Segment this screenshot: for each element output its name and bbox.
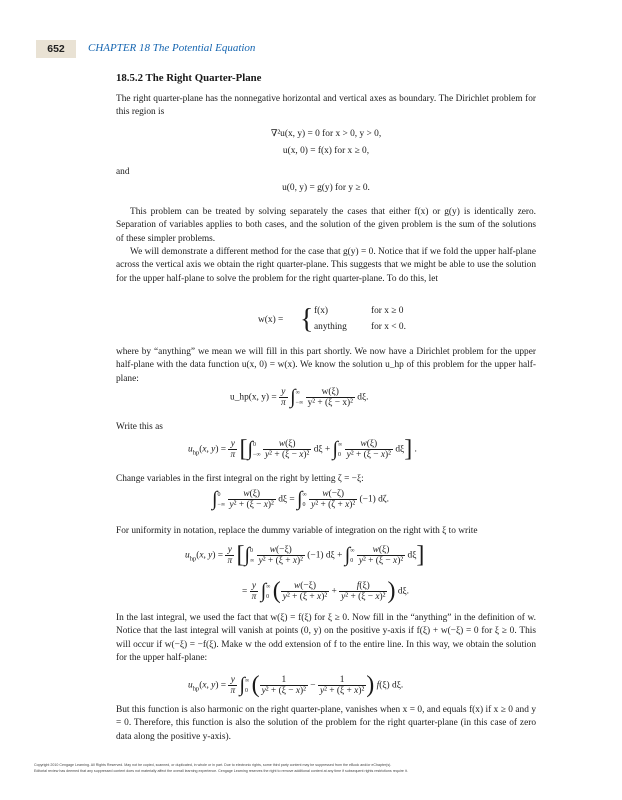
- paragraph-conclusion: But this function is also harmonic on the right quarter-plane, vanishes when x = 0, and equals f(x) if x ≥ 0 and y = 0. Therefore, this function is also the solution of the problem for the right quarter-plane (in this case of zero data along the positive y-axis).: [116, 705, 536, 742]
- paragraph-anything: where by “anything” we mean we will fill in this part shortly. We now have a Dirichlet problem for the upper half-plane with the data function u(x, 0) = w(x). We know the solution u_hp of this problem for the upper half-plane:: [116, 347, 536, 384]
- page-number: 652: [36, 40, 76, 58]
- equation-laplace: ∇²u(x, y) = 0 for x > 0, y > 0,: [270, 129, 382, 139]
- equation-final-solution: $u_{hp}(x$, y) = $\frac{y}{\pi}$ ∫∞ 0 ( $\frac{1}{\text{y² + (ξ − x)²}}$ − $\frac{1}{\text{y² + (ξ + x)²}}$ ) f(ξ) dξ.: [188, 672, 404, 698]
- equation-uniform-1: $u_{hp}(x$, y) = $\frac{y}{\pi}$ [∫0 ∞ $\frac{w(-\xi)}{\text{y² + (ξ + x)²}}$ (−1) dξ + ∫∞ 0 $\frac{w(\xi)}{\text{y² + (ξ − x)²}}$ dξ]: [185, 542, 425, 568]
- equation-boundary-y: u(0, y) = g(y) for y ≥ 0.: [282, 183, 370, 193]
- paragraph-uniformity: For uniformity in notation, replace the dummy variable of integration on the right with ξ to write: [116, 526, 478, 536]
- paragraph-method: We will demonstrate a different method for the case that g(y) = 0. Notice that if we fold the upper half-plane across the vertical axis we obtain the right quarter-plane. This suggests that we might be able to use the solution for the upper half-plane to solve the problem for the right quarter-plane. To do this, let: [116, 247, 536, 284]
- equation-uhp-solution: u_hp(x, y) = $\frac{y}{\pi}$ ∫∞ −∞ $\frac{w(\xi)}{\text{y² + (ξ − x)²}}$ dξ.: [230, 386, 369, 408]
- copyright-footer: Copyright 2010 Cengage Learning. All Rights Reserved. May not be copied, scanned, or duplicated, in whole or in part. Due to electronic rights, some third party content may be suppressed from the eBook and/or eChapter(s). Editorial review has deemed that any suppressed content does not materially affect the overall learning experience. Cengage Learning reserves the right to remove additional content at any time if subsequent rights restrictions require it.: [34, 763, 408, 773]
- equation-uniform-2: = $\frac{y}{\pi}$ ∫∞ 0 ( $\frac{w(-\xi)}{\text{y² + (ξ + x)²}}$ + $\frac{f(\xi)}{\text{y² + (ξ − x)²}}$ ) dξ.: [242, 578, 410, 604]
- equation-boundary-x: u(x, 0) = f(x) for x ≥ 0,: [282, 146, 370, 156]
- paragraph-separation: This problem can be treated by solving separately the cases that either f(x) or g(y) is identically zero. Separation of variables applies to both cases, and the solution of the given problem is the sum of the solutions of these simpler problems.: [116, 207, 536, 244]
- paragraph-odd-extension: In the last integral, we used the fact that w(ξ) = f(ξ) for ξ ≥ 0. Now fill in the “anything” in the definition of w. Notice that the last integral will vanish at points (0, y) on the positive y-axis if f(ξ) + w(−ξ) = 0 for ξ ≥ 0. This will occur if w(−ξ) = −f(ξ). Make w the odd extension of f to the entire line. In this way, we obtain the solution for the upper half-plane:: [116, 613, 536, 664]
- equation-split-integral: $u_{hp}(x$, y) = $\frac{y}{\pi}$ [∫0 −∞ $\frac{w(\xi)}{\text{y² + (ξ − x)²}}$ dξ + ∫∞ 0 $\frac{w(\xi)}{\text{y² + (ξ − x)²}}$ dξ] .: [188, 436, 417, 462]
- chapter-title: CHAPTER 18 The Potential Equation: [88, 42, 256, 54]
- word-and: and: [116, 167, 130, 177]
- paragraph-intro: The right quarter-plane has the nonnegative horizontal and vertical axes as boundary. The Dirichlet problem for this region is: [116, 94, 536, 118]
- section-title: 18.5.2 The Right Quarter-Plane: [116, 72, 262, 84]
- equation-change-variable: ∫0 −∞ $\frac{w(\xi)}{\text{y² + (ξ − x)²}}$ dξ = ∫∞ 0 $\frac{w(-\zeta)}{\text{y² + (ζ + x)²}}$ (−1) dζ.: [212, 488, 390, 510]
- paragraph-write: Write this as: [116, 422, 163, 432]
- paragraph-change-variables: Change variables in the first integral on the right by letting ζ = −ξ:: [116, 474, 364, 484]
